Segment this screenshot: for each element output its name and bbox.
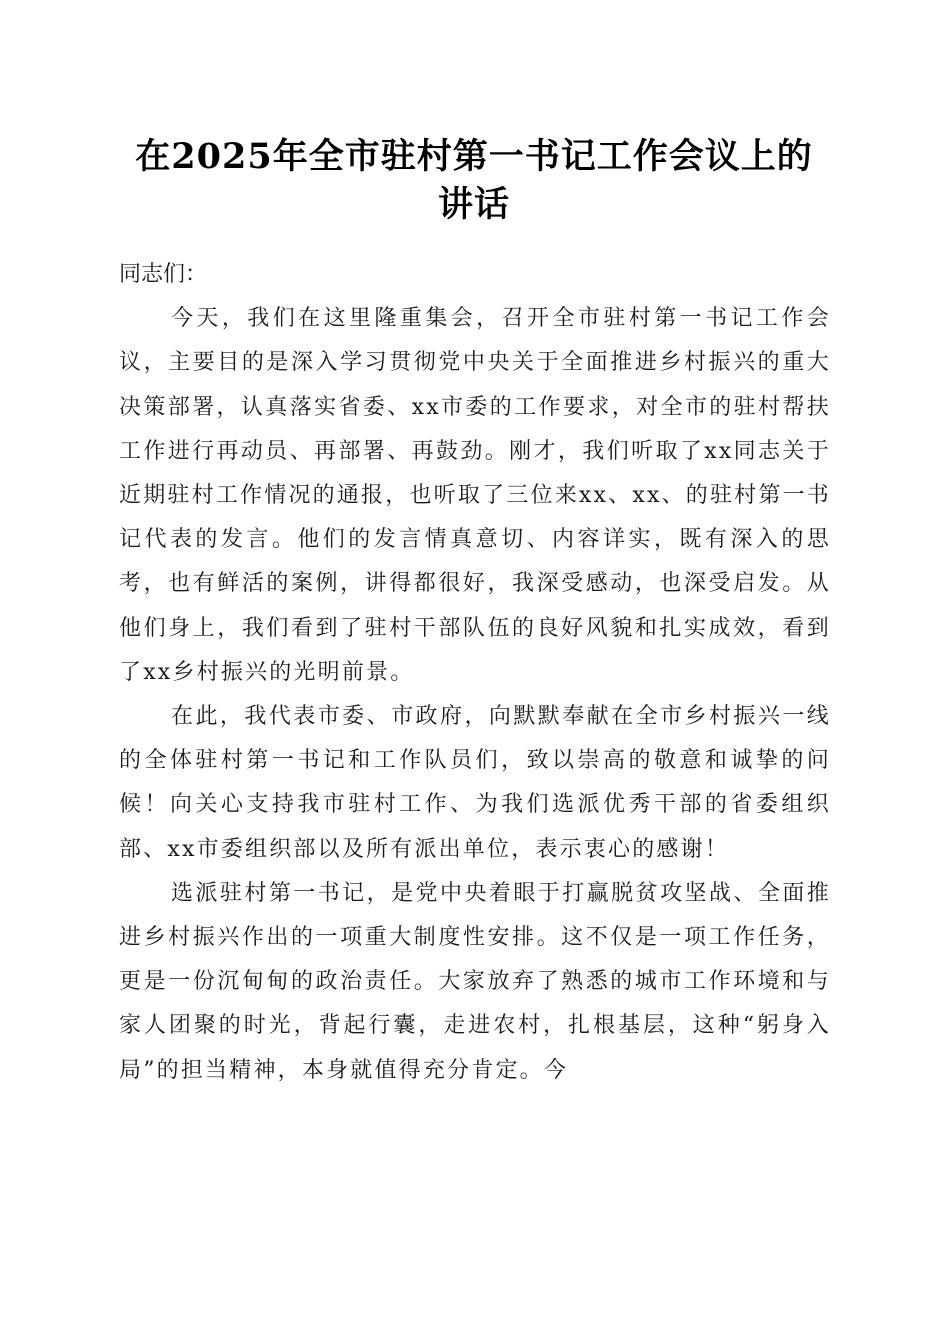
paragraph-1: 今天，我们在这里隆重集会，召开全市驻村第一书记工作会议，主要目的是深入学习贯彻党中央关于全面推进乡村振兴的重大决策部署，认真落实省委、xx市委的工作要求，对全市的驻村帮扶工作进行再动员、再部署、再鼓劲。刚才，我们听取了xx同志关于近期驻村工作情况的通报，也听取了三位来xx、xx、的驻村第一书记代表的发言。他们的发言情真意切、内容详实，既有深入的思考，也有鲜活的案例，讲得都很好，我深受感动，也深受启发。从他们身上，我们看到了驻村干部队伍的良好风貌和扎实成效，看到了xx乡村振兴的光明前景。 xyxy=(119,306,831,685)
document-body xyxy=(119,253,831,1093)
paragraph-2: 在此，我代表市委、市政府，向默默奉献在全市乡村振兴一线的全体驻村第一书记和工作队员们，致以崇高的敬意和诚挚的问候！向关心支持我市驻村工作、为我们选派优秀干部的省委组织部、xx市委组织部以及所有派出单位，表示衷心的感谢！ xyxy=(119,704,831,862)
salutation: 同志们： xyxy=(119,262,208,287)
paragraph-3: 选派驻村第一书记，是党中央着眼于打赢脱贫攻坚战、全面推进乡村振兴作出的一项重大制度性安排。这不仅是一项工作任务，更是一份沉甸甸的政治责任。大家放弃了熟悉的城市工作环境和与家人团聚的时光，背起行囊，走进农村，扎根基层，这种“躬身入局”的担当精神，本身就值得充分肯定。今 xyxy=(119,880,831,1083)
document-title: 在2025年全市驻村第一书记工作会议上的讲话 xyxy=(135,136,813,225)
